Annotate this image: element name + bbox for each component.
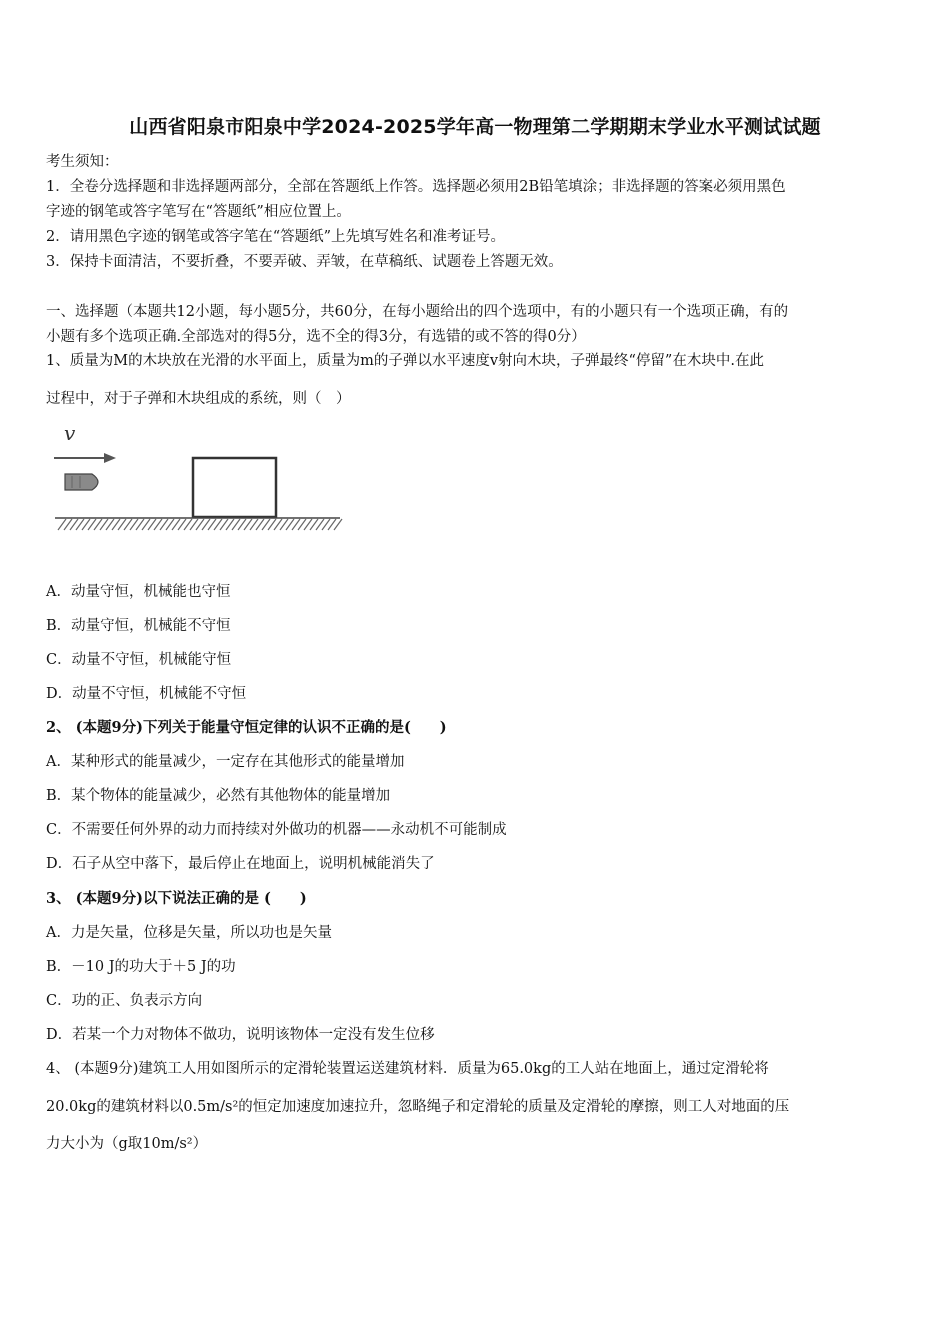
question-3-option-a: A．力是矢量，位移是矢量，所以功也是矢量 <box>46 925 332 941</box>
question-1-stem: 1、质量为M的木块放在光滑的水平面上，质量为m的子弹以水平速度v射向木块，子弹最终“停留”在木块中.在此 <box>46 353 764 369</box>
question-3-stem: 3、 (本题9分)以下说法正确的是 ( ) <box>46 890 307 907</box>
notice-item: 3．保持卡面清洁，不要折叠，不要弄破、弄皱，在草稿纸、试题卷上答题无效。 <box>46 254 563 270</box>
section-heading: 一、选择题（本题共12小题，每小题5分，共60分，在每小题给出的四个选项中，有的小题只有一个选项正确，有的 <box>46 304 789 320</box>
question-4-stem-end: 力大小为（g取10m/s²） <box>46 1136 208 1152</box>
velocity-label: v <box>64 421 76 445</box>
question-2-option-c: C．不需要任何外界的动力而持续对外做功的机器——永动机不可能制成 <box>46 822 507 838</box>
question-2-option-b: B．某个物体的能量减少，必然有其他物体的能量增加 <box>46 788 391 804</box>
notice-heading: 考生须知： <box>46 154 119 170</box>
bullet-block-figure <box>50 420 350 540</box>
notice-item: 字迹的钢笔或答字笔写在“答题纸”相应位置上。 <box>46 204 351 220</box>
notice-item: 1．全卷分选择题和非选择题两部分，全部在答题纸上作答。选择题必须用2B铅笔填涂；非选择题的答案必须用黑色 <box>46 179 786 195</box>
bullet-block-diagram <box>50 420 350 540</box>
question-1-option-b: B．动量守恒，机械能不守恒 <box>46 618 231 634</box>
question-2-stem: 2、 (本题9分)下列关于能量守恒定律的认识不正确的是( ) <box>46 719 447 736</box>
question-3-option-b: B．－10 J的功大于＋5 J的功 <box>46 959 236 975</box>
question-4-stem-cont: 20.0kg的建筑材料以0.5m/s²的恒定加速度加速拉升，忽略绳子和定滑轮的质量及定滑轮的摩擦，则工人对地面的压 <box>46 1099 790 1115</box>
page-title: 山西省阳泉市阳泉中学2024-2025学年高一物理第二学期期末学业水平测试试题 <box>129 116 821 138</box>
question-1-option-c: C．动量不守恒，机械能守恒 <box>46 652 232 668</box>
question-1-stem-cont: 过程中，对于子弹和木块组成的系统，则（ ） <box>46 391 351 407</box>
question-4-stem: 4、 (本题9分)建筑工人用如图所示的定滑轮装置运送建筑材料．质量为65.0kg的工人站在地面上，通过定滑轮将 <box>46 1061 769 1077</box>
ground-surface <box>55 518 342 530</box>
bullet-icon <box>65 474 98 490</box>
notice-item: 2．请用黑色字迹的钢笔或答字笔在“答题纸”上先填写姓名和准考证号。 <box>46 229 506 245</box>
question-1-option-d: D．动量不守恒，机械能不守恒 <box>46 686 247 702</box>
question-3-option-d: D．若某一个力对物体不做功，说明该物体一定没有发生位移 <box>46 1027 435 1043</box>
question-3-option-c: C．功的正、负表示方向 <box>46 993 203 1009</box>
question-1-option-a: A．动量守恒，机械能也守恒 <box>46 584 231 600</box>
wooden-block <box>193 458 276 517</box>
section-heading-cont: 小题有多个选项正确.全部选对的得5分，选不全的得3分，有选错的或不答的得0分） <box>46 329 586 345</box>
question-2-option-a: A．某种形式的能量减少，一定存在其他形式的能量增加 <box>46 754 405 770</box>
velocity-arrow-icon <box>54 453 116 463</box>
question-2-option-d: D．石子从空中落下，最后停止在地面上，说明机械能消失了 <box>46 856 435 872</box>
